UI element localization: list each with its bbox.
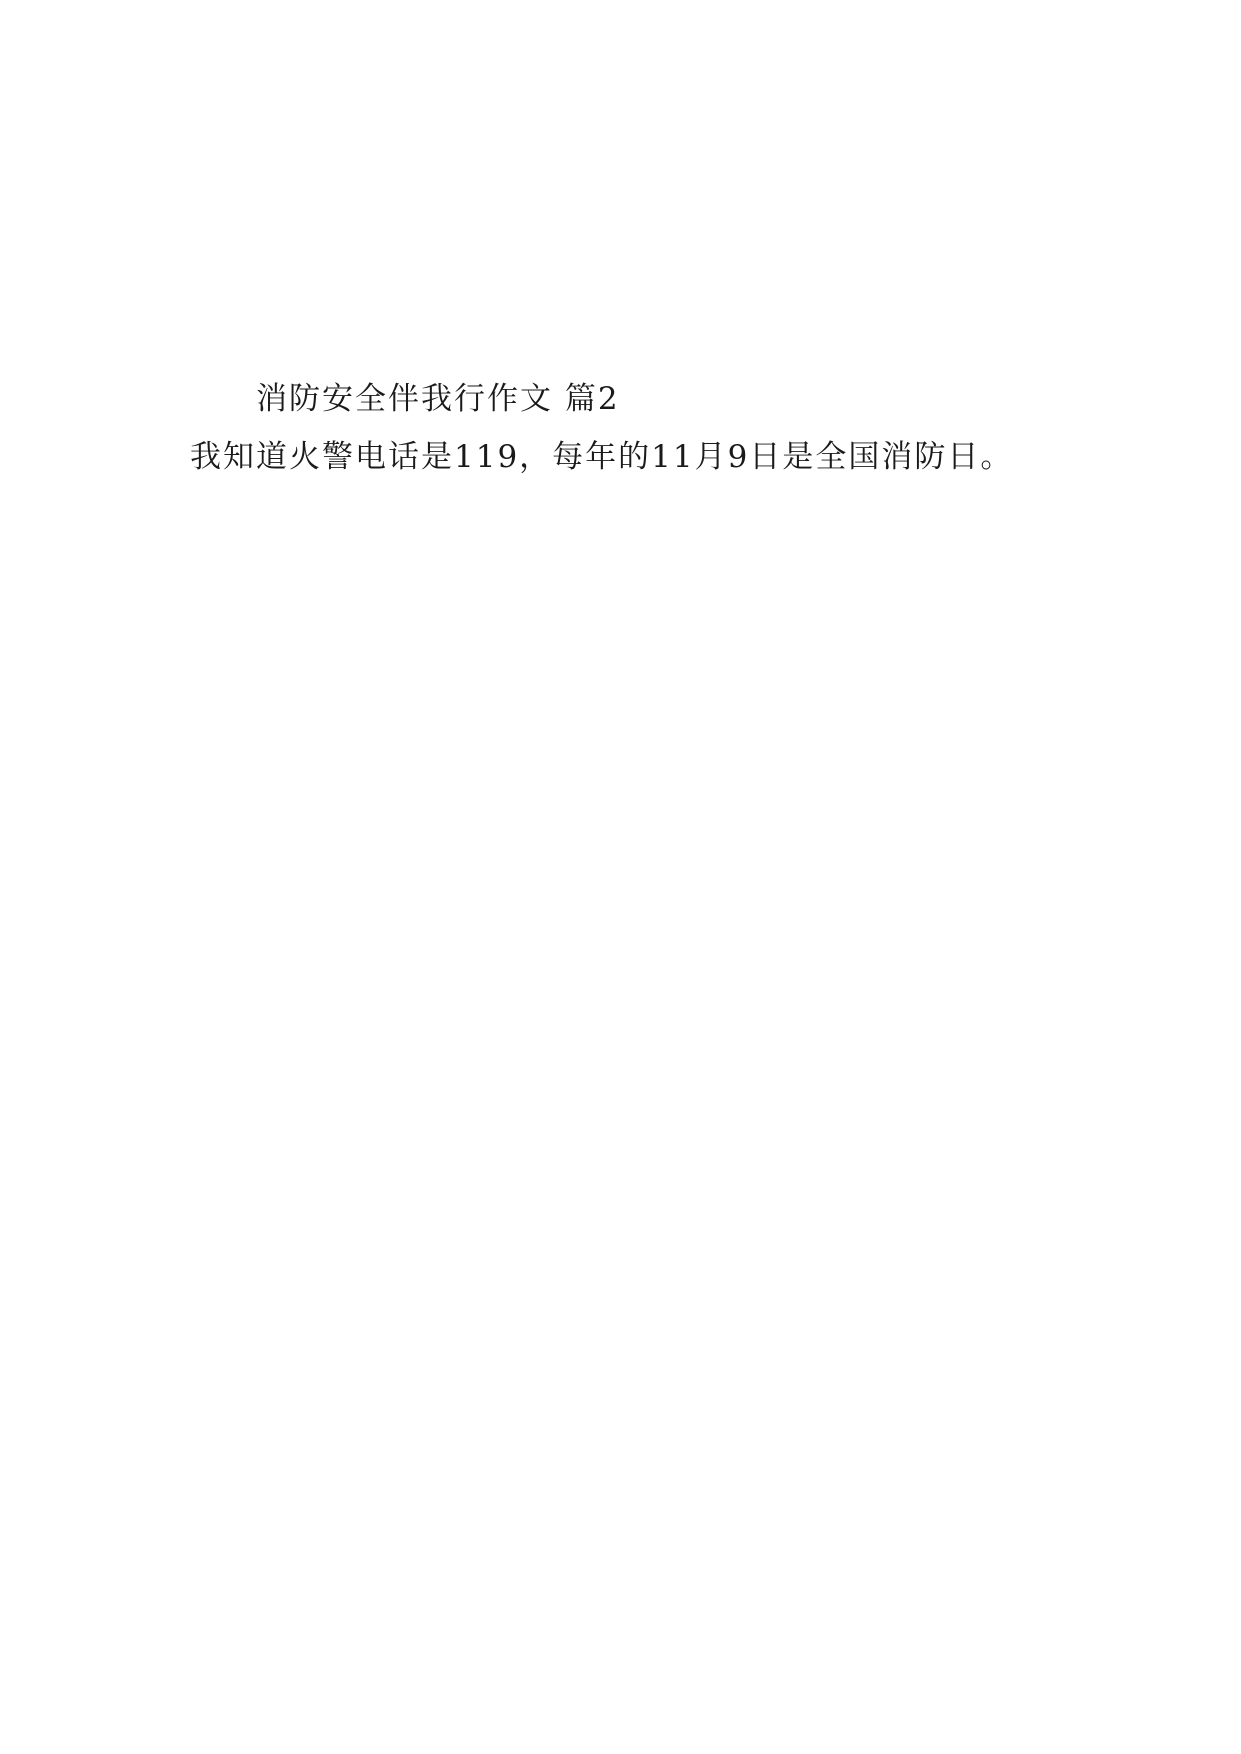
document-body	[190, 370, 1050, 486]
body-line: 我知道火警电话是119，每年的11月9日是全国消防日。	[190, 439, 1014, 475]
section-heading: 消防安全伴我行作文 篇2	[256, 381, 620, 417]
